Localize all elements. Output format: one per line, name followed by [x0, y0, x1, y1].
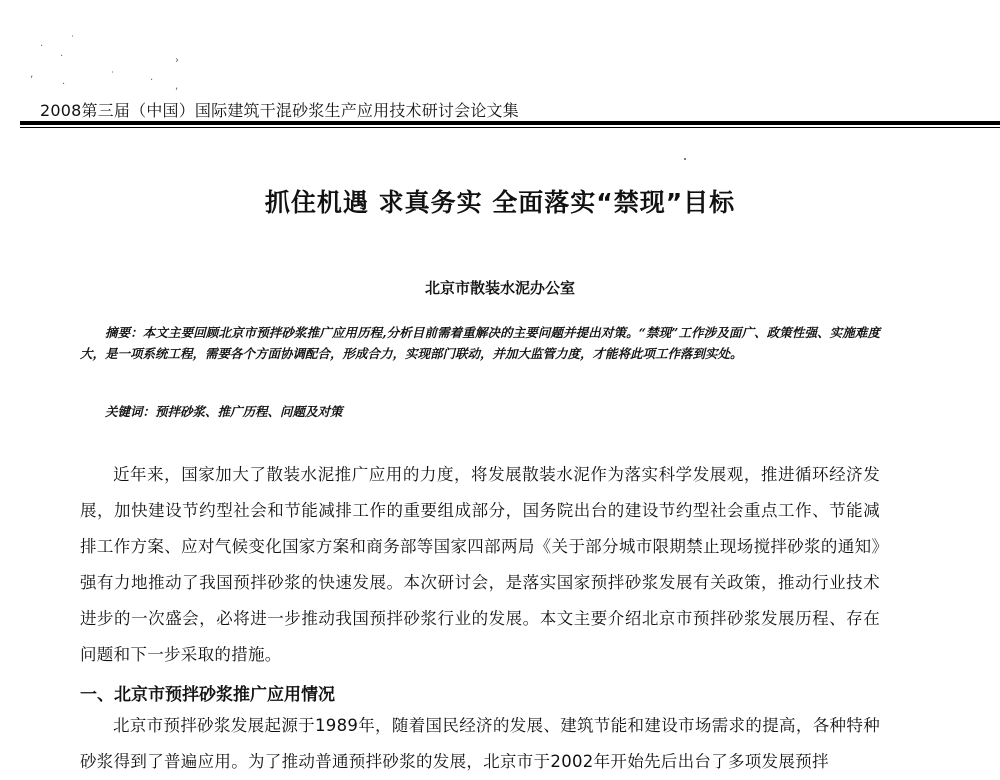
header-rule-thin: [20, 127, 1000, 128]
header-rule-thick: [20, 121, 1000, 125]
scan-speck: ›: [175, 55, 179, 66]
scan-speck: ·: [60, 51, 64, 62]
paper-keywords: 关键词：预拌砂浆、推广历程、问题及对策: [105, 404, 343, 419]
scan-speck: ˙: [70, 35, 75, 46]
scan-speck: ·: [62, 79, 66, 90]
scan-speck: [684, 158, 686, 160]
section-heading: 一、北京市预拌砂浆推广应用情况: [80, 685, 335, 705]
scan-speck: ,: [175, 81, 179, 92]
paper-author: 北京市散装水泥办公室: [424, 279, 575, 297]
scan-speck: ·: [40, 41, 44, 52]
paper-abstract: 摘要：本文主要回顾北京市预拌砂浆推广应用历程,分析目前需着重解决的主要问题并提出对策。“禁现”工作涉及面广、政策性强、实施难度大，是一项系统工程，需要各个方面协调配合，形成合力，实现部门联动，并加大监管力度，才能将此项工作落到实处。: [80, 325, 880, 361]
scan-speck: ˙: [110, 71, 115, 82]
intro-paragraph: 近年来，国家加大了散装水泥推广应用的力度，将发展散装水泥作为落实科学发展观，推进循环经济发展，加快建设节约型社会和节能减排工作的重要组成部分，国务院出台的建设节约型社会重点工作、节能减排工作方案、应对气候变化国家方案和商务部等国家四部两局《关于部分城市限期禁止现场搅拌砂浆的通知》强有力地推动了我国预拌砂浆的快速发展。本次研讨会，是落实国家预拌砂浆发展有关政策，推动行业技术进步的一次盛会，必将进一步推动我国预拌砂浆行业的发展。本文主要介绍北京市预拌砂浆发展历程、存在问题和下一步采取的措施。: [80, 465, 880, 664]
scan-speck: ‚: [30, 69, 34, 80]
scan-speck: ·: [150, 75, 154, 86]
running-header: 2008第三届（中国）国际建筑干混砂浆生产应用技术研讨会论文集: [40, 101, 519, 120]
paper-title: 抓住机遇 求真务实 全面落实“禁现”目标: [264, 188, 736, 217]
section-paragraph: 北京市预拌砂浆发展起源于1989年，随着国民经济的发展、建筑节能和建设市场需求的提高，各种特种砂浆得到了普遍应用。为了推动普通预拌砂浆的发展，北京市于2002年开始先后出台了多项发展预拌: [80, 716, 880, 771]
